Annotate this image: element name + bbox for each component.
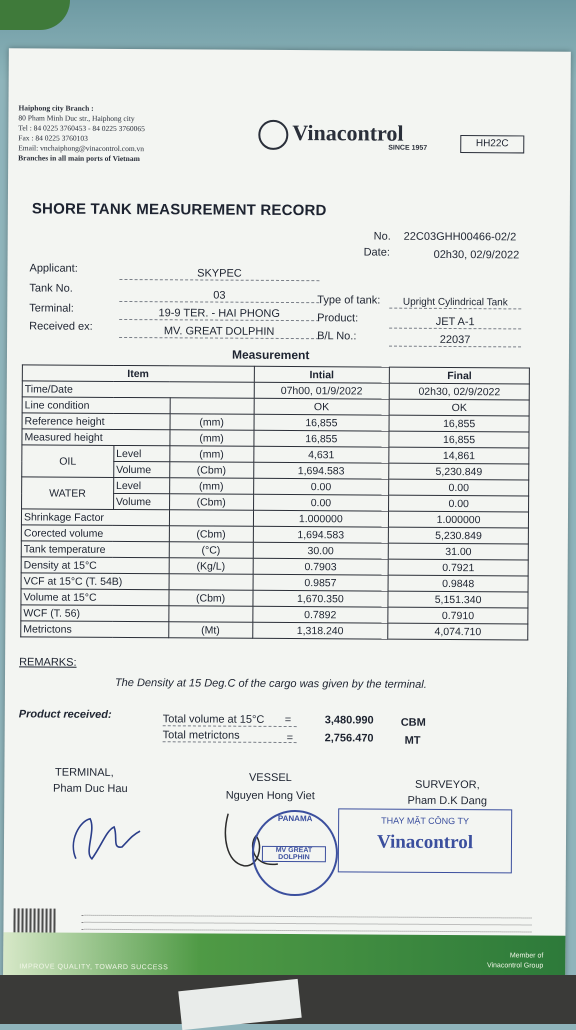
row-label: OIL bbox=[22, 445, 114, 478]
record-date-label: Date: bbox=[363, 246, 390, 259]
member-line: Member of bbox=[509, 952, 544, 960]
branch-email: Email: vnchaiphong@vinacontrol.com.vn bbox=[18, 143, 145, 154]
unit-cell: (mm) bbox=[170, 430, 254, 447]
final-cell: 0.00 bbox=[389, 495, 529, 512]
final-cell: 5,230.849 bbox=[389, 463, 529, 480]
unit-cell: (mm) bbox=[170, 414, 254, 431]
measurement-heading: Measurement bbox=[231, 347, 310, 363]
terminal-value: 19-9 TER. - HAI PHONG bbox=[119, 307, 319, 321]
sub-label: Level bbox=[114, 445, 170, 461]
initial-cell: 1,694.583 bbox=[253, 526, 389, 543]
record-no-label: No. bbox=[373, 230, 391, 243]
vessel-sign-label: VESSEL bbox=[248, 771, 292, 785]
initial-cell: 0.00 bbox=[253, 478, 389, 495]
row-label: Density at 15°C bbox=[21, 557, 169, 574]
stamp-line: THAY MẶT CÔNG TY bbox=[381, 815, 470, 827]
table-row bbox=[22, 445, 529, 464]
terminal-signature bbox=[62, 801, 152, 872]
initial-cell: OK bbox=[254, 398, 390, 415]
record-date-value: 02h30, 02/9/2022 bbox=[433, 248, 520, 262]
initial-cell: 0.7903 bbox=[253, 558, 389, 575]
sub-label: Volume bbox=[114, 461, 170, 477]
final-cell: 14,861 bbox=[389, 447, 529, 464]
stamp-logo: Vinacontrol bbox=[376, 831, 474, 854]
row-label: WATER bbox=[22, 477, 114, 510]
branch-info bbox=[18, 103, 145, 164]
row-label: WCF (T. 56) bbox=[21, 605, 169, 622]
col-initial-header: Intial bbox=[254, 366, 390, 383]
received-ex-value: MV. GREAT DOLPHIN bbox=[119, 325, 319, 339]
final-cell: 0.00 bbox=[389, 479, 529, 496]
total-volume-value: 3,480.990 bbox=[324, 714, 374, 727]
tank-no-value: 03 bbox=[119, 289, 319, 303]
branch-name: Haiphong city Branch : bbox=[18, 103, 94, 113]
measurement-table bbox=[20, 364, 530, 640]
remarks-text: The Density at 15 Deg.C of the cargo was given by the terminal. bbox=[114, 676, 427, 691]
total-volume-label: Total volume at 15°C bbox=[163, 713, 297, 727]
row-label: Line condition bbox=[22, 397, 170, 414]
terminal-signer: Pham Duc Hau bbox=[52, 782, 128, 796]
final-cell: 16,855 bbox=[389, 415, 529, 432]
row-label: Volume at 15°C bbox=[21, 589, 169, 606]
sub-label: Volume bbox=[113, 493, 169, 509]
col-item-header: Item bbox=[22, 365, 254, 382]
unit-cell: (Cbm) bbox=[169, 462, 253, 479]
table-row bbox=[22, 477, 529, 496]
logo-text: Vinacontrol bbox=[292, 120, 404, 146]
unit-cell: (Mt) bbox=[169, 622, 253, 639]
branch-tel: Tel : 84 0225 3760453 - 84 0225 3760065 bbox=[18, 123, 145, 134]
initial-cell: 07h00, 01/9/2022 bbox=[254, 382, 390, 399]
equals-sign: = bbox=[284, 713, 292, 727]
row-label: Reference height bbox=[22, 413, 170, 430]
remarks-label: REMARKS: bbox=[19, 656, 77, 669]
seal-vessel-name: MV GREAT DOLPHIN bbox=[262, 846, 326, 862]
row-label: Time/Date bbox=[22, 381, 254, 398]
final-cell: 5,151.340 bbox=[388, 591, 528, 608]
bl-label: B/L No.: bbox=[317, 330, 357, 343]
final-cell: 5,230.849 bbox=[389, 527, 529, 544]
footer-member bbox=[487, 951, 543, 971]
footer-slogan: IMPROVE QUALITY, TOWARD SUCCESS bbox=[19, 963, 169, 972]
product-value: JET A-1 bbox=[389, 316, 521, 330]
tank-type-label: Type of tank: bbox=[317, 294, 381, 307]
initial-cell: 1.000000 bbox=[253, 510, 389, 527]
row-label: Shrinkage Factor bbox=[21, 509, 169, 526]
seal-country: PANAMA bbox=[277, 813, 313, 824]
row-label: Tank temperature bbox=[21, 541, 169, 558]
tank-no-label: Tank No. bbox=[29, 282, 73, 295]
final-cell: 02h30, 02/9/2022 bbox=[389, 383, 529, 400]
final-cell: 0.9848 bbox=[388, 575, 528, 592]
final-cell: 0.7910 bbox=[388, 607, 528, 624]
unit-cell bbox=[170, 398, 254, 415]
equals-sign: = bbox=[286, 732, 294, 745]
initial-cell: 1,694.583 bbox=[253, 462, 389, 479]
company-stamp bbox=[338, 808, 512, 873]
total-mt-unit: MT bbox=[404, 734, 421, 747]
bl-value: 22037 bbox=[389, 334, 521, 348]
terminal-sign-label: TERMINAL, bbox=[55, 766, 114, 779]
table-row bbox=[21, 621, 528, 640]
branch-fax: Fax : 84 0225 3760103 bbox=[18, 133, 88, 143]
initial-cell: 16,855 bbox=[254, 414, 390, 431]
total-mt-value: 2,756.470 bbox=[324, 732, 374, 745]
row-label: Measured height bbox=[22, 429, 170, 446]
total-mt-label: Total metrictons bbox=[163, 729, 297, 743]
scale-icon bbox=[258, 120, 288, 150]
initial-cell: 16,855 bbox=[253, 430, 389, 447]
unit-cell: (°C) bbox=[169, 542, 253, 559]
unit-cell: (mm) bbox=[169, 478, 253, 495]
product-received-label: Product received: bbox=[18, 708, 112, 721]
initial-cell: 0.9857 bbox=[253, 574, 389, 591]
received-ex-label: Received ex: bbox=[29, 320, 93, 333]
sub-label: Level bbox=[113, 477, 169, 493]
unit-cell: (mm) bbox=[170, 446, 254, 463]
row-label: Corected volume bbox=[21, 525, 169, 542]
initial-cell: 4,631 bbox=[253, 446, 389, 463]
total-volume-unit: CBM bbox=[400, 716, 426, 729]
tank-type-value: Upright Cylindrical Tank bbox=[389, 297, 521, 310]
final-cell: 1.000000 bbox=[389, 511, 529, 528]
applicant-label: Applicant: bbox=[29, 262, 78, 275]
final-cell: 16,855 bbox=[389, 431, 529, 448]
initial-cell: 0.00 bbox=[253, 494, 389, 511]
document-page bbox=[3, 48, 571, 981]
initial-cell: 1,670.350 bbox=[252, 590, 388, 607]
row-label: VCF at 15°C (T. 54B) bbox=[21, 573, 169, 590]
logo-since: SINCE 1957 bbox=[388, 144, 428, 152]
unit-cell bbox=[169, 574, 253, 591]
surveyor-sign-label: SURVEYOR, bbox=[415, 778, 480, 792]
form-code: HH22C bbox=[460, 135, 524, 153]
branch-network: Branches in all main ports of Vietnam bbox=[18, 153, 140, 164]
vessel-signer: Nguyen Hong Viet bbox=[225, 789, 315, 803]
vessel-seal bbox=[252, 810, 339, 897]
initial-cell: 30.00 bbox=[253, 542, 389, 559]
unit-cell: (Cbm) bbox=[169, 526, 253, 543]
unit-cell bbox=[169, 606, 253, 623]
row-label: Metrictons bbox=[21, 621, 169, 638]
product-label: Product: bbox=[317, 312, 359, 325]
member-line: Vinacontrol Group bbox=[486, 962, 544, 970]
document-title: SHORE TANK MEASUREMENT RECORD bbox=[31, 200, 327, 220]
col-final-header: Final bbox=[390, 367, 530, 384]
unit-cell: (Cbm) bbox=[169, 494, 253, 511]
final-cell: 31.00 bbox=[388, 543, 528, 560]
initial-cell: 1,318.240 bbox=[252, 622, 388, 639]
unit-cell bbox=[169, 510, 253, 527]
surveyor-signer: Pham D.K Dang bbox=[407, 794, 488, 808]
unit-cell: (Kg/L) bbox=[169, 558, 253, 575]
record-no-value: 22C03GHH00466-02/2 bbox=[403, 230, 517, 244]
initial-cell: 0.7892 bbox=[252, 606, 388, 623]
terminal-label: Terminal: bbox=[29, 302, 74, 315]
applicant-value: SKYPEC bbox=[119, 267, 319, 281]
final-cell: 0.7921 bbox=[388, 559, 528, 576]
final-cell: OK bbox=[389, 399, 529, 416]
final-cell: 4,074.710 bbox=[388, 623, 528, 640]
unit-cell: (Cbm) bbox=[169, 590, 253, 607]
branch-address: 80 Pham Minh Duc str., Haiphong city bbox=[18, 113, 135, 124]
